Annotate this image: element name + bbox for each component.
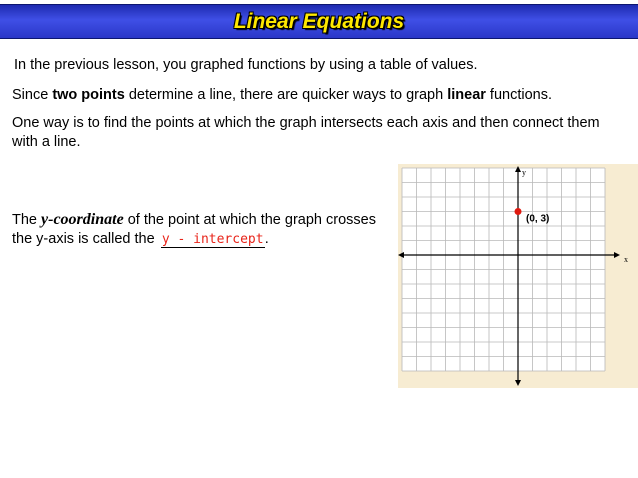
page-title: Linear Equations (233, 10, 405, 33)
paragraph-previous-lesson: In the previous lesson, you graphed functions by using a table of values. (14, 57, 478, 73)
text-segment: . (264, 231, 269, 247)
answer-blank (161, 232, 265, 248)
y-intercept-point (515, 208, 522, 215)
text-segment: Since (12, 87, 53, 103)
text-emphasis-y-coordinate: y-coordinate (41, 211, 124, 228)
title-bar (0, 4, 638, 39)
paragraph-y-coordinate (12, 210, 382, 249)
coordinate-plane-svg (398, 164, 638, 388)
text-segment: determine a line, there are quicker ways to graph (124, 87, 448, 103)
text-segment: functions. (485, 87, 552, 103)
point-label: (0, 3) (526, 213, 550, 225)
text-bold-two-points: two points (52, 87, 125, 103)
y-axis-label: y (522, 168, 526, 177)
answer-y-intercept: y - intercept (161, 232, 264, 247)
text-bold-linear: linear (447, 87, 486, 103)
paragraph-two-points (12, 86, 552, 105)
text-segment: of the point at which the graph crosses the y-axis is called the (12, 212, 376, 247)
text-segment: The (12, 212, 42, 228)
x-axis-label: x (624, 255, 628, 264)
coordinate-graph (398, 164, 638, 388)
paragraph-intersects-axis: One way is to find the points at which the graph intersects each axis and then connect them with a line. (12, 115, 600, 150)
